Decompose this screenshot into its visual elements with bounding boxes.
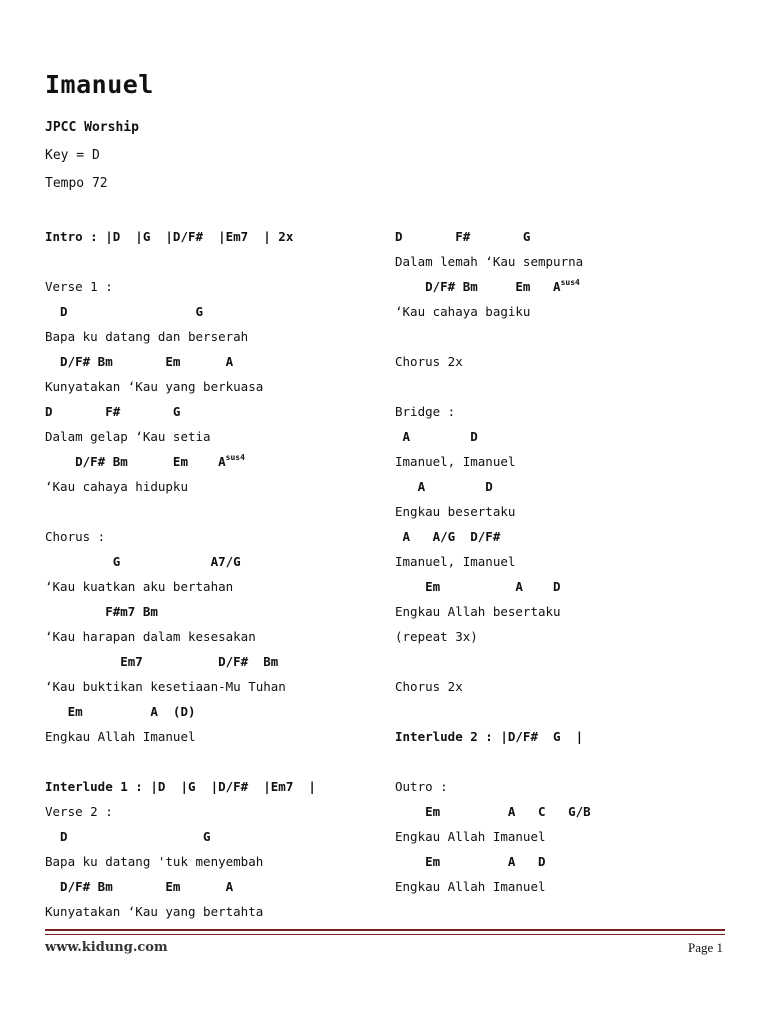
lyric-line: Outro : xyxy=(395,779,448,794)
chord-line: D/F# Bm Em $A^{sus4}$ xyxy=(395,278,580,294)
chord-line: Interlude 1 : |D |G |D/F# |Em7 | xyxy=(45,779,316,794)
chord-line: F#m7 Bm xyxy=(45,604,158,619)
lyric-line: (repeat 3x) xyxy=(395,629,478,644)
lyric-line: ‘Kau harapan dalam kesesakan xyxy=(45,629,256,644)
song-title: Imanuel xyxy=(45,70,154,99)
song-artist: JPCC Worship xyxy=(45,120,139,135)
blank-line xyxy=(45,753,385,778)
lyric-line: Dalam lemah ‘Kau sempurna xyxy=(395,254,584,269)
footer-website: www.kidung.com xyxy=(45,940,168,955)
lyric-line: Chorus 2x xyxy=(395,354,463,369)
chord-line: D/F# Bm Em A xyxy=(45,354,234,369)
lyric-line: Verse 2 : xyxy=(45,804,113,819)
lyric-line: Engkau Allah besertaku xyxy=(395,604,561,619)
chord-line: Intro : |D |G |D/F# |Em7 | 2x xyxy=(45,229,294,244)
lyric-line: Engkau besertaku xyxy=(395,504,516,519)
lyric-line: Engkau Allah Imanuel xyxy=(395,879,546,894)
lyric-line: ‘Kau cahaya bagiku xyxy=(395,304,531,319)
chord-line: A A/G D/F# xyxy=(395,529,501,544)
chord-line: Em A D xyxy=(395,579,561,594)
song-tempo: Tempo 72 xyxy=(45,176,108,191)
left-chord-column xyxy=(45,228,385,928)
right-chord-column xyxy=(395,228,735,903)
chord-line: Interlude 2 : |D/F# G | xyxy=(395,729,584,744)
lyric-line: Kunyatakan ‘Kau yang bertahta xyxy=(45,904,264,919)
chord-line: D/F# Bm Em $A^{sus4}$ xyxy=(45,453,245,469)
chord-line: A D xyxy=(395,429,478,444)
lyric-line: Imanuel, Imanuel xyxy=(395,554,516,569)
blank-line xyxy=(395,378,735,403)
blank-line xyxy=(395,328,735,353)
lyric-line: Bridge : xyxy=(395,404,456,419)
chord-line: Em7 D/F# Bm xyxy=(45,654,279,669)
blank-line xyxy=(45,253,385,278)
footer-page-number: Page 1 xyxy=(687,940,723,955)
lyric-line: Dalam gelap ‘Kau setia xyxy=(45,429,211,444)
chord-line: A D xyxy=(395,479,493,494)
lyric-line: ‘Kau buktikan kesetiaan-Mu Tuhan xyxy=(45,679,286,694)
lyric-line: Chorus : xyxy=(45,529,106,544)
blank-line xyxy=(395,753,735,778)
blank-line xyxy=(395,703,735,728)
chord-line: G A7/G xyxy=(45,554,241,569)
chord-line: D F# G xyxy=(395,229,531,244)
chord-line: Em A (D) xyxy=(45,704,196,719)
blank-line xyxy=(395,653,735,678)
lyric-line: Bapa ku datang dan berserah xyxy=(45,329,249,344)
chord-line: Em A D xyxy=(395,854,546,869)
lyric-line: ‘Kau kuatkan aku bertahan xyxy=(45,579,234,594)
lyric-line: ‘Kau cahaya hidupku xyxy=(45,479,188,494)
chord-line: Em A C G/B xyxy=(395,804,591,819)
lyric-line: Engkau Allah Imanuel xyxy=(45,729,196,744)
chord-line: D G xyxy=(45,829,211,844)
lyric-line: Chorus 2x xyxy=(395,679,463,694)
chord-line: D F# G xyxy=(45,404,181,419)
chord-line: D G xyxy=(45,304,204,319)
lyric-line: Engkau Allah Imanuel xyxy=(395,829,546,844)
footer-divider xyxy=(45,929,725,931)
chord-suffix: sus4 xyxy=(560,278,580,287)
song-key: Key = D xyxy=(45,148,100,163)
chord-suffix: sus4 xyxy=(225,453,245,462)
footer-divider-thin xyxy=(45,934,725,935)
chord-line: D/F# Bm Em A xyxy=(45,879,234,894)
blank-line xyxy=(45,503,385,528)
lyric-line: Verse 1 : xyxy=(45,279,113,294)
lyric-line: Imanuel, Imanuel xyxy=(395,454,516,469)
lyric-line: Kunyatakan ‘Kau yang berkuasa xyxy=(45,379,264,394)
lyric-line: Bapa ku datang 'tuk menyembah xyxy=(45,854,264,869)
